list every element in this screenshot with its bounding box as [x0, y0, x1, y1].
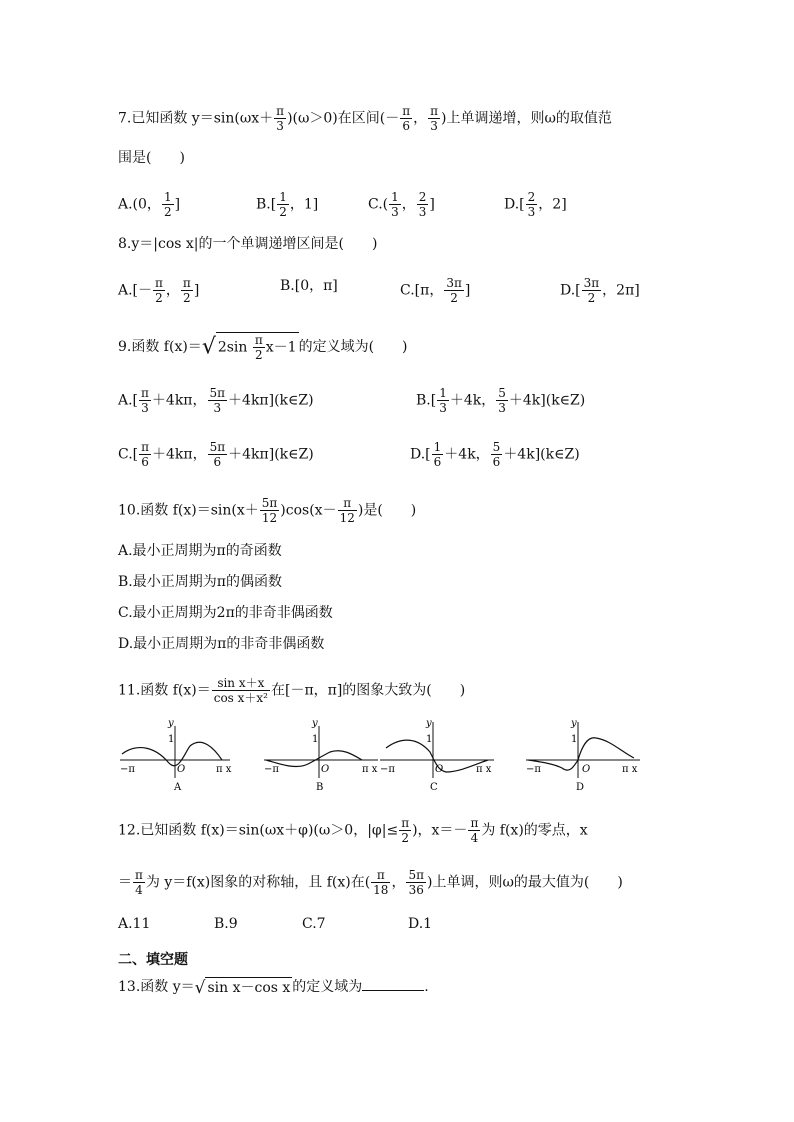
tick-one: 1: [312, 734, 319, 745]
fraction: $\frac{\pi}{3}$: [430, 104, 439, 133]
graph-label: C: [430, 782, 438, 793]
graph-d: [524, 718, 644, 794]
answer-blank[interactable]: [362, 976, 424, 991]
neg-pi-label: −π: [264, 764, 279, 775]
q12-option-b: B.9: [214, 916, 238, 932]
q11-stem: 11.函数 f(x)＝ $\frac{\text{sin x＋x}}{\text{cos x＋x²}}$ 在[－π，π]的图象大致为( ): [118, 676, 466, 705]
q12-option-d: D.1: [408, 916, 433, 932]
q10-stem: 10.函数 f(x)＝sin(x＋ $\frac{5\pi}{12}$ )cos(x－ $\frac{\pi}{12}$ )是( ): [118, 496, 417, 525]
q10-option-a: A.最小正周期为π的奇函数: [118, 543, 282, 559]
section-heading: 二、填空题: [118, 952, 188, 968]
y-label: y: [426, 718, 432, 729]
q7-option-c: C.( $\frac{1}{3}$ ， $\frac{2}{3}$ ]: [368, 190, 435, 219]
q8-option-c: C.[π， $\frac{3\pi}{2}$ ]: [400, 276, 471, 305]
curve: [528, 738, 634, 770]
q10-option-d: D.最小正周期为π的非奇非偶函数: [118, 636, 325, 652]
q8-stem: 8.y＝|cos x|的一个单调递增区间是( ): [118, 236, 378, 252]
q8-option-a: A.[－ $\frac{\pi}{2}$ ， $\frac{\pi}{2}$ ]: [118, 276, 200, 305]
origin-label: O: [435, 764, 444, 775]
tick-one: 1: [168, 734, 175, 745]
q12-stem-line2: ＝ $\frac{\pi}{4}$ 为 y＝f(x)图象的对称轴，且 f(x)在( $\frac{\pi}{18}$ ， $\frac{5\pi}{36}$ )上单调，则ω的最大值为( ): [118, 868, 623, 897]
neg-pi-label: −π: [526, 764, 541, 775]
pi-x-label: π x: [362, 764, 378, 775]
graph-b: [262, 718, 382, 794]
q12-option-c: C.7: [302, 916, 326, 932]
pi-x-label: π x: [476, 764, 492, 775]
curve: [122, 742, 222, 765]
q9-option-b: B.[ $\frac{1}{3}$ ＋4k， $\frac{5}{3}$ ＋4k](k∈Z): [416, 386, 586, 415]
graph-label: D: [576, 782, 585, 793]
y-label: y: [312, 718, 318, 729]
origin-label: O: [177, 764, 186, 775]
q8-option-b: B.[0，π]: [280, 278, 338, 294]
neg-pi-label: −π: [120, 764, 135, 775]
tick-one: 1: [571, 734, 578, 745]
pi-x-label: π x: [216, 764, 232, 775]
neg-pi-label: −π: [380, 764, 395, 775]
q13-stem: 13.函数 y＝√ sin x－cos x 的定义域为 .: [118, 977, 429, 998]
y-label: y: [571, 718, 577, 729]
tick-one: 1: [426, 734, 433, 745]
q7-option-d: D.[ $\frac{2}{3}$ ，2]: [504, 190, 567, 219]
q8-option-d: D.[ $\frac{3\pi}{2}$ ，2π]: [560, 276, 640, 305]
sqrt-icon: √ sin x－cos x: [194, 977, 291, 998]
graph-c: [378, 718, 498, 794]
fraction: $\frac{\text{sin x＋x}}{\text{cos x＋x²}}$: [213, 676, 268, 705]
q12-stem: 12.已知函数 f(x)＝sin(ωx＋φ)(ω＞0，|φ|≤ $\frac{\pi}{2}$ )，x＝－ $\frac{\pi}{4}$ 为 f(x)的零点，x: [118, 816, 588, 845]
q12-option-a: A.11: [118, 916, 151, 932]
origin-label: O: [582, 764, 591, 775]
q10-option-c: C.最小正周期为2π的非奇非偶函数: [118, 605, 333, 621]
q9-option-c: C.[ $\frac{\pi}{6}$ ＋4kπ， $\frac{5\pi}{6}$ ＋4kπ](k∈Z): [118, 440, 314, 469]
graph-label: A: [174, 782, 182, 793]
fraction: $\frac{\pi}{3}$: [276, 104, 285, 133]
origin-label: O: [321, 764, 330, 775]
fraction: $\frac{\pi}{6}$: [402, 104, 411, 133]
q9-option-a: A.[ $\frac{\pi}{3}$ ＋4kπ， $\frac{5\pi}{3}$ ＋4kπ](k∈Z): [118, 386, 314, 415]
q9-stem: 9.函数 f(x)＝√ 2sin $\frac{\pi}{2}$ x－1 的定义域为( ): [118, 333, 408, 362]
pi-x-label: π x: [622, 764, 638, 775]
curve: [266, 751, 362, 767]
graph-a: [118, 718, 238, 794]
q7-option-a: A.(0， $\frac{1}{2}$ ]: [118, 190, 181, 219]
q9-option-d: D.[ $\frac{1}{6}$ ＋4k， $\frac{5}{6}$ ＋4k](k∈Z): [410, 440, 580, 469]
q7-stem-line2: 围是( ): [118, 150, 185, 166]
q7-option-b: B.[ $\frac{1}{2}$ ，1]: [256, 190, 319, 219]
graph-label: B: [316, 782, 324, 793]
sqrt-icon: √ 2sin $\frac{\pi}{2}$ x－1: [201, 333, 297, 362]
q7-stem: 7.已知函数 y＝sin(ωx＋ $\frac{\pi}{3}$ )(ω＞0)在区间(－ $\frac{\pi}{6}$ ， $\frac{\pi}{3}$ )上单调递增，则ω的取值范: [118, 104, 612, 133]
q10-option-b: B.最小正周期为π的偶函数: [118, 574, 282, 590]
y-label: y: [168, 718, 174, 729]
